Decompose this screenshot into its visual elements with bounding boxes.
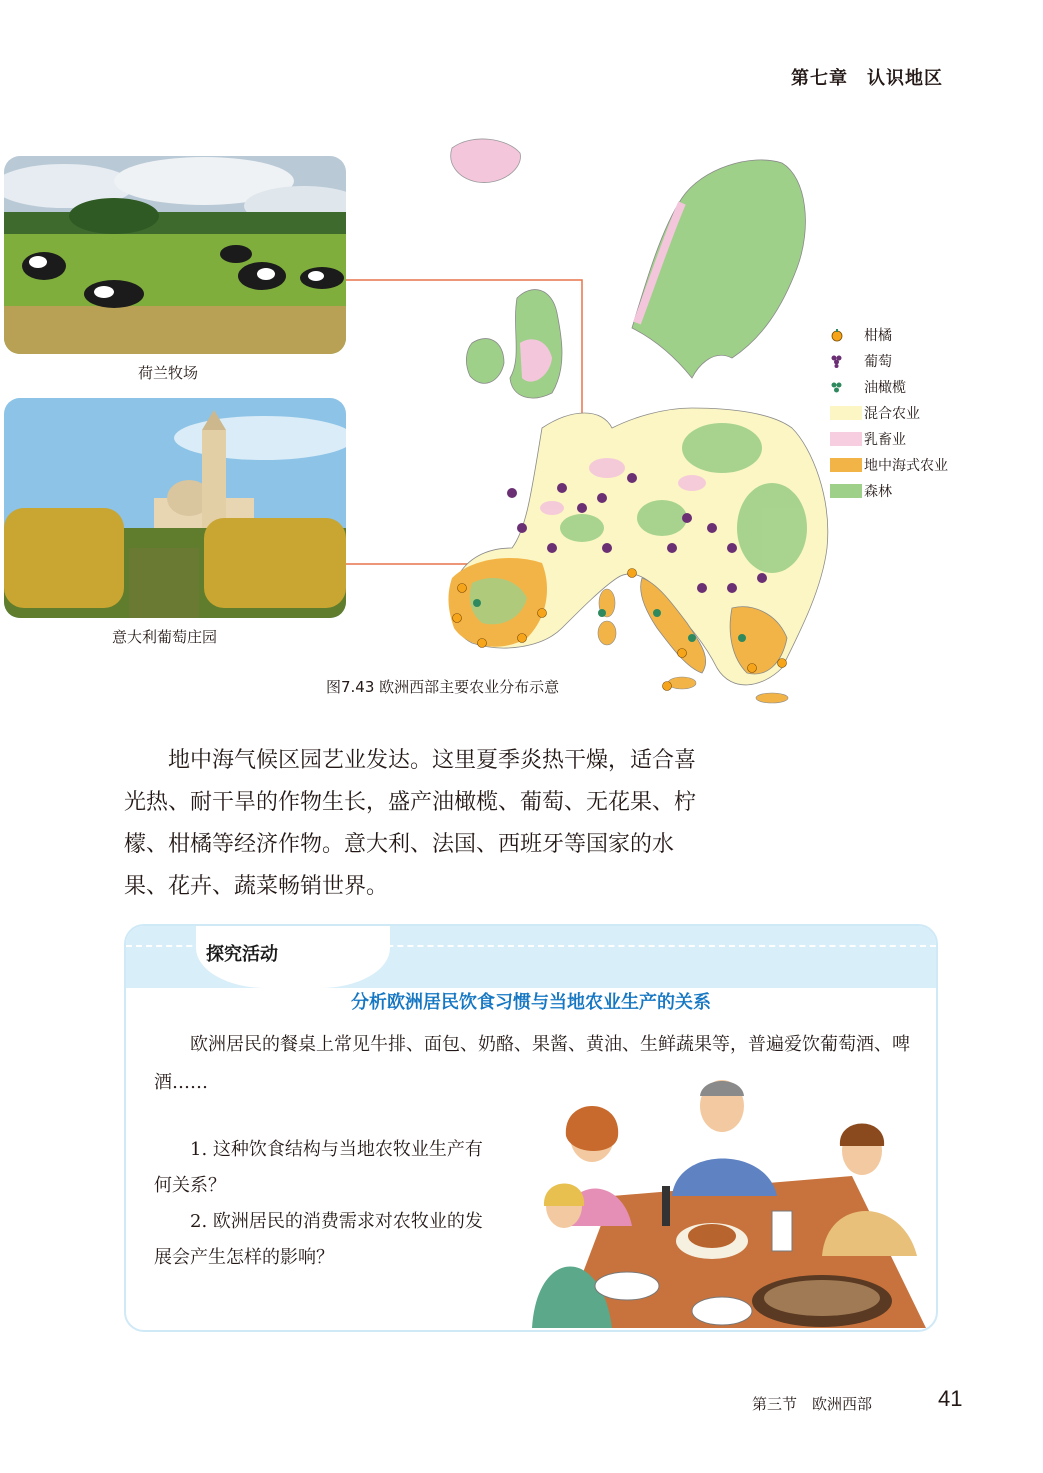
question-2: 2. 欧洲居民的消费需求对农牧业的发展会产生怎样的影响？ [154,1211,483,1268]
legend-item-mixed-farming [830,400,990,426]
legend-label-mediterranean: 地中海式农业 [864,458,948,474]
mixed-farming-swatch [830,406,864,420]
map-legend [830,322,990,504]
figure-caption: 图7.43 欧洲西部主要农业分布示意 [326,678,560,696]
activity-tab-label: 探究活动 [206,944,278,965]
legend-item-forest [830,478,990,504]
italy-vineyard-photo [4,398,346,618]
body-paragraph-text: 地中海气候区园艺业发达。这里夏季炎热干燥，适合喜光热、耐干旱的作物生长，盛产油橄榄、葡萄、无花果、柠檬、柑橘等经济作物。意大利、法国、西班牙等国家的水果、花卉、蔬菜畅销世界。 [124,748,697,899]
family-dinner-illustration [522,1066,926,1328]
legend-label-forest: 森林 [864,484,892,500]
western-europe-agriculture-map [432,108,862,718]
legend-item-mediterranean [830,452,990,478]
legend-label-olive: 油橄榄 [864,380,906,396]
legend-label-dairy: 乳畜业 [864,432,906,448]
grape-icon [830,354,864,368]
legend-item-olive [830,374,990,400]
dairy-swatch [830,432,864,446]
chapter-header: 第七章 认识地区 [791,68,943,89]
question-1: 1. 这种饮食结构与当地农牧业生产有何关系？ [154,1139,483,1196]
legend-item-grape [830,348,990,374]
netherlands-caption: 荷兰牧场 [138,364,199,382]
legend-label-mixed-farming: 混合农业 [864,406,920,422]
activity-title: 分析欧洲居民饮食习惯与当地农业生产的关系 [351,992,711,1013]
legend-item-orange [830,322,990,348]
legend-label-orange: 柑橘 [864,328,892,344]
legend-item-dairy [830,426,990,452]
section-footer: 第三节 欧洲西部 [752,1395,873,1413]
netherlands-pasture-photo [4,156,346,354]
forest-swatch [830,484,864,498]
mediterranean-swatch [830,458,864,472]
italy-caption: 意大利葡萄庄园 [112,628,218,646]
inquiry-activity-box [124,924,938,1332]
activity-intro-text: 欧洲居民的餐桌上常见牛排、面包、奶酪、果酱、黄油、生鲜蔬果等，普遍爱饮葡萄酒、啤酒…… [154,1034,910,1093]
page-number: 41 [938,1386,963,1411]
legend-label-grape: 葡萄 [864,354,892,370]
activity-header-band [126,926,936,988]
activity-questions [154,1132,494,1276]
body-paragraph [124,740,704,908]
olive-icon [830,380,864,394]
orange-icon [830,328,864,342]
